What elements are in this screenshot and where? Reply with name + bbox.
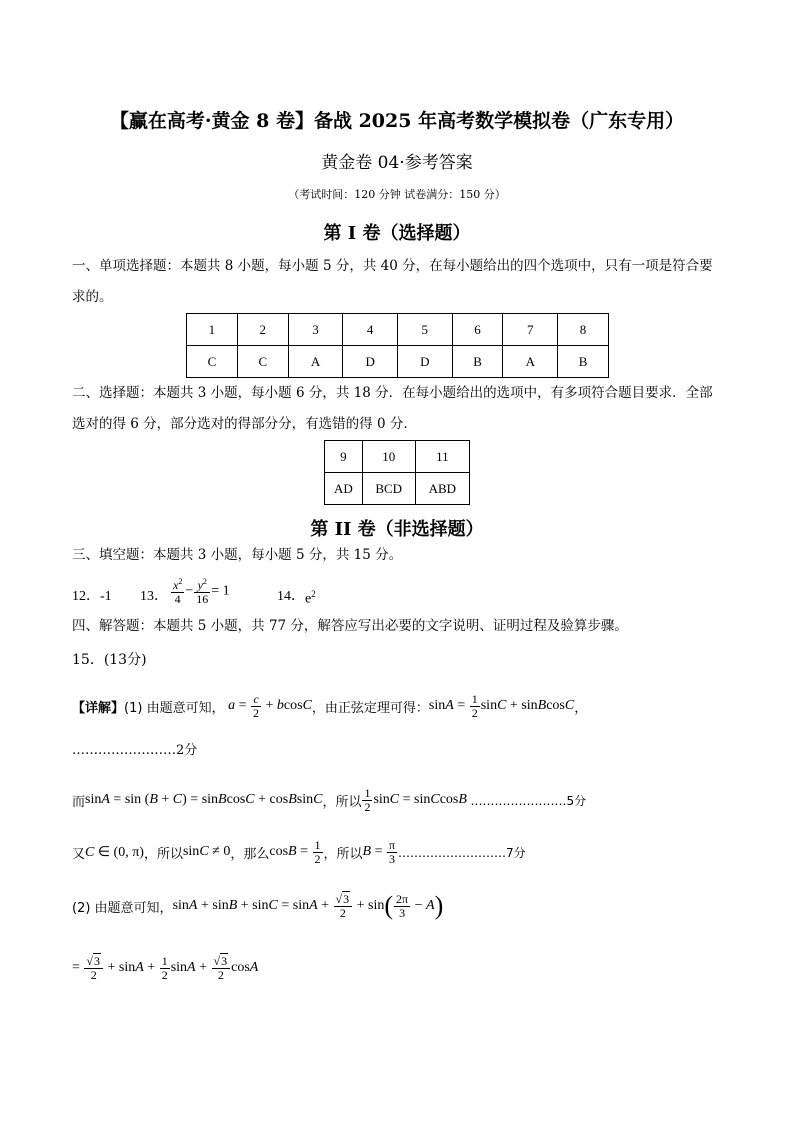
table1-cell: A [503,346,558,378]
line3-mid1: ，所以 [143,846,183,862]
table2-cell: ABD [415,473,469,505]
table1-cell: 4 [343,314,398,346]
line1-score: ……………………2分 [72,743,198,758]
solution-line-1: 【详解】 (1) 由题意可知， a = $\frac{c}{2}$ + bcosC ，由正弦定理可得： sinA = $\frac{1}{2}$ sinC + sinBcosC ， [72,691,588,720]
q13-equation: $\frac{x^2}{4}$ − $\frac{y^2}{16}$ = 1 [173,577,230,606]
section3-text: 三、填空题：本题共 3 小题，每小题 5 分，共 15 分。 [72,547,403,563]
line3-score: ………………………7分 [398,845,526,860]
table2-cell: BCD [362,473,415,505]
section1-text-line1: 一、单项选择题：本题共 8 小题，每小题 5 分，共 40 分，在每小题给出的四个选项中，只有一项是符合要 [72,258,713,274]
table2-cell: 10 [362,441,415,473]
line2-score: ……………………5分 [470,793,587,808]
part1-heading: 第 I 卷（选择题） [323,223,471,244]
q14-label: 14． [277,589,305,604]
table1-cell: 6 [452,314,503,346]
part2-heading: 第 II 卷（非选择题） [310,519,484,540]
q13-label: 13． [140,589,168,604]
line1-part1: (1) 由题意可知， [124,700,225,716]
q13-x: x [173,578,179,592]
table1-cell: C [237,346,288,378]
section2-text-line2: 选对的得 6 分，部分选对的得部分分，有选错的得 0 分． [72,416,417,432]
q15-heading: 15．(13分) [72,652,147,668]
line3-mid2: ，那么 [230,846,270,862]
solution-line-4: (2) 由题意可知， sinA + sinB + sinC = sinA + $\frac{√3}{2}$ + sin ( $\frac{2\pi}{3}$ − A ) [72,891,444,920]
table1-cell: 2 [237,314,288,346]
q13-frac-x: $\frac{x^2}{4}$ [173,577,183,606]
q12-label: 12． [72,589,100,604]
table1-cell: B [558,346,609,378]
table1-cell: A [288,346,343,378]
answer-table-2 [324,440,470,505]
table1-cell: 7 [503,314,558,346]
line1-part2: ，由正弦定理可得： [311,700,429,716]
section4-text: 四、解答题：本题共 5 小题，共 77 分，解答应写出必要的文字说明、证明过程及验算步骤。 [72,618,628,634]
exam-info: （考试时间：120 分钟 试卷满分：150 分） [288,188,506,201]
section1-text-line2: 求的。 [72,289,113,305]
line1-comma: ， [574,700,588,716]
table1-cell: 8 [558,314,609,346]
solution-line-5: = $\frac{√3}{2}$ + sinA + $\frac{1}{2}$ sinA + $\frac{√3}{2}$ cosA [72,953,259,982]
q14-answer [305,590,316,607]
solution-line-2: 而 sinA = sin (B + C) = sinBcosC + cosBsinC ，所以 $\frac{1}{2}$ sinC = sinCcosB ……………………5分 [72,785,587,814]
q14-base: e [305,591,312,607]
table1-cell: D [397,346,452,378]
table1-cell: 3 [288,314,343,346]
table1-cell: C [187,346,238,378]
q12-answer: -1 [100,589,112,604]
table1-answer-row [187,346,609,378]
line3-mid3: ，所以 [323,846,363,862]
line2-prefix: 而 [72,794,86,810]
answer-table-1 [186,313,609,378]
table1-cell: 5 [397,314,452,346]
solution-line-3: 又 C ∈ (0, π) ，所以 sinC ≠ 0 ，那么 cosB = $\frac{1}{2}$ ，所以 B = $\frac{\pi}{3}$ ………………………7分 [72,837,526,866]
table2-cell: 9 [325,441,363,473]
q14-exp: 2 [311,589,316,599]
table1-cell: 1 [187,314,238,346]
section2-text-line1: 二、选择题：本题共 3 小题，每小题 6 分，共 18 分．在每小题给出的选项中，有多项符合题目要求．全部 [72,385,713,401]
line2-mid: ，所以 [322,794,362,810]
q13-y: y [197,578,203,592]
table1-cell: B [452,346,503,378]
q13-d2: 16 [196,591,209,606]
q13-frac-y: $\frac{y^2}{16}$ [196,577,209,606]
detail-label: 【详解】 [72,700,125,716]
table2-cell: AD [325,473,363,505]
table2-cell: 11 [415,441,469,473]
table1-number-row [187,314,609,346]
q13-d1: 4 [174,591,181,606]
line3-prefix: 又 [72,846,86,862]
line4-prefix: (2) 由题意可知， [72,900,173,916]
table2-answer-row [325,473,470,505]
document-subtitle: 黄金卷 04·参考答案 [321,153,473,173]
q13-rhs: = 1 [211,583,230,599]
table2-number-row [325,441,470,473]
table1-cell: D [343,346,398,378]
document-title: 【赢在高考·黄金 8 卷】备战 2025 年高考数学模拟卷（广东专用） [109,110,685,132]
